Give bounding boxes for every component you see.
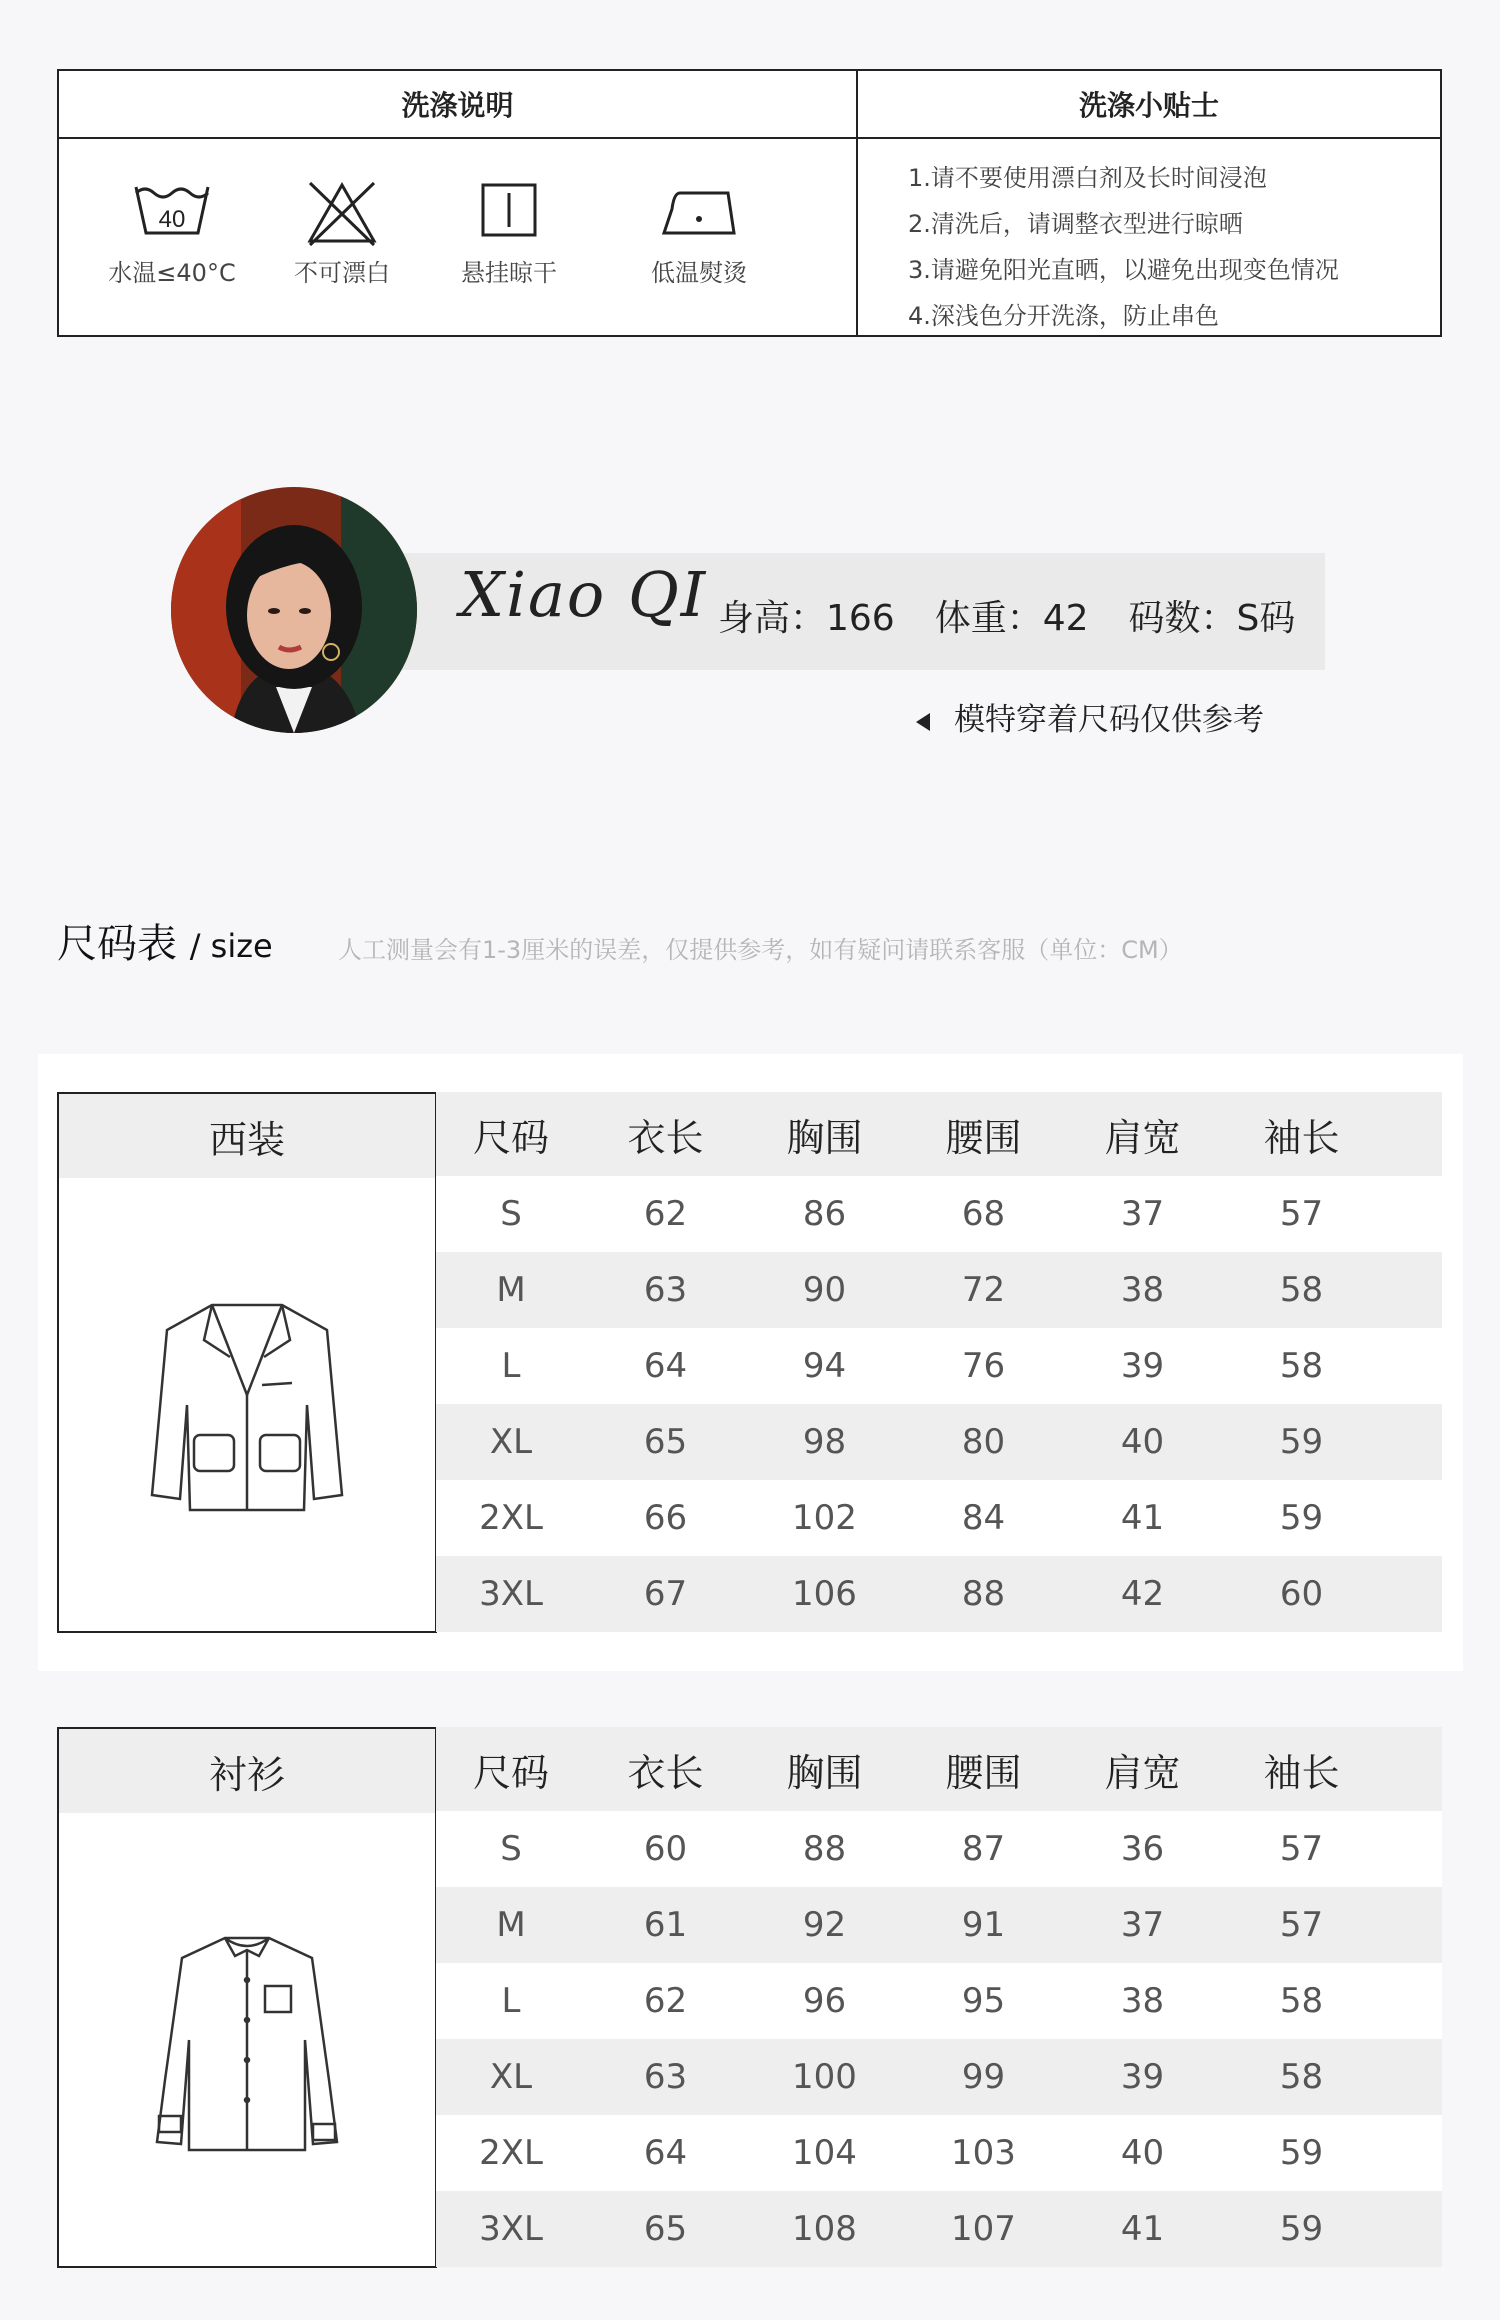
table-cell: 58	[1279, 1270, 1324, 1310]
table-row	[436, 1404, 1442, 1480]
table-cell: 36	[1120, 1829, 1165, 1869]
table-row	[436, 1887, 1442, 1963]
table-row	[436, 1556, 1442, 1632]
table-header-cell: 胸围	[786, 1115, 863, 1160]
table-cell: 80	[961, 1422, 1006, 1462]
table-cell: 39	[1120, 1346, 1165, 1386]
table-cell: 38	[1120, 1981, 1165, 2021]
table-cell: 40	[1120, 1422, 1165, 1462]
wash-instructions-panel	[57, 69, 1442, 337]
hang-dry-label: 悬挂晾干	[461, 259, 557, 287]
table-cell: 66	[643, 1498, 688, 1538]
tip-item: 3.请避免阳光直晒，以避免出现变色情况	[908, 256, 1339, 284]
table-cell: 103	[951, 2133, 1016, 2173]
table-cell: 67	[643, 1574, 688, 1614]
table-cell: M	[496, 1905, 526, 1945]
size-title-en: / size	[189, 927, 273, 965]
table-cell: 65	[643, 1422, 688, 1462]
table-cell: 3XL	[479, 2209, 543, 2249]
table-cell: 62	[643, 1194, 688, 1234]
table-cell: 96	[802, 1981, 847, 2021]
table-cell: 39	[1120, 2057, 1165, 2097]
shirt-icon	[147, 1920, 347, 2160]
table-cell: 58	[1279, 1346, 1324, 1386]
no-bleach-item	[262, 179, 422, 288]
table-header-row	[436, 1092, 1442, 1176]
table-header-cell: 袖长	[1263, 1115, 1340, 1160]
suit-size-table	[436, 1092, 1442, 1632]
wash-40-icon	[132, 179, 212, 239]
table-row	[436, 1252, 1442, 1328]
wash-instructions	[59, 71, 858, 335]
table-cell: 102	[792, 1498, 857, 1538]
table-row	[436, 1811, 1442, 1887]
svg-text:40: 40	[158, 206, 186, 233]
table-row	[436, 1480, 1442, 1556]
table-cell: 65	[643, 2209, 688, 2249]
table-cell: 68	[961, 1194, 1006, 1234]
table-cell: 92	[802, 1905, 847, 1945]
table-cell: 76	[961, 1346, 1006, 1386]
table-cell: 104	[792, 2133, 857, 2173]
hang-dry-icon	[469, 179, 549, 239]
table-cell: 60	[1279, 1574, 1324, 1614]
table-cell: 106	[792, 1574, 857, 1614]
table-row	[436, 2115, 1442, 2191]
table-cell: 57	[1279, 1194, 1324, 1234]
table-cell: 100	[792, 2057, 857, 2097]
table-cell: 38	[1120, 1270, 1165, 1310]
table-header-cell: 衣长	[627, 1750, 704, 1795]
table-cell: 3XL	[479, 1574, 543, 1614]
shirt-image-box	[57, 1727, 437, 2268]
tip-item: 1.请不要使用漂白剂及长时间浸泡	[908, 164, 1267, 192]
table-cell: S	[500, 1194, 522, 1234]
table-cell: 41	[1120, 1498, 1165, 1538]
model-height: 身高：166	[718, 598, 895, 639]
shirt-size-table	[436, 1727, 1442, 2267]
table-cell: 40	[1120, 2133, 1165, 2173]
table-cell: 84	[961, 1498, 1006, 1538]
size-title-cn: 尺码表	[57, 921, 177, 967]
model-note	[916, 694, 1264, 739]
table-cell: 37	[1120, 1194, 1165, 1234]
table-cell: 108	[792, 2209, 857, 2249]
table-cell: 58	[1279, 2057, 1324, 2097]
wash-40-label: 水温≤40°C	[108, 259, 236, 287]
table-cell: XL	[489, 1422, 533, 1462]
wash-icons-row	[59, 139, 856, 337]
table-cell: 61	[643, 1905, 688, 1945]
table-cell: 42	[1120, 1574, 1165, 1614]
table-header-cell: 尺码	[472, 1750, 549, 1795]
table-cell: L	[501, 1981, 521, 2021]
table-cell: 41	[1120, 2209, 1165, 2249]
model-stats	[718, 590, 1335, 641]
table-cell: 107	[951, 2209, 1016, 2249]
tip-item: 2.清洗后，请调整衣型进行晾晒	[908, 210, 1243, 238]
table-cell: M	[496, 1270, 526, 1310]
suit-category-label: 西装	[59, 1094, 435, 1178]
model-avatar	[171, 487, 417, 733]
table-header-cell: 肩宽	[1104, 1115, 1181, 1160]
table-row	[436, 1963, 1442, 2039]
tips-title: 洗涤小贴士	[858, 71, 1440, 139]
table-cell: 59	[1279, 1422, 1324, 1462]
table-header-cell: 尺码	[472, 1115, 549, 1160]
table-cell: 98	[802, 1422, 847, 1462]
model-signature: Xiao QI	[460, 558, 708, 631]
table-cell: 95	[961, 1981, 1006, 2021]
table-row	[436, 1176, 1442, 1252]
model-weight: 体重：42	[934, 598, 1089, 639]
model-photo	[171, 487, 417, 733]
table-cell: 59	[1279, 2209, 1324, 2249]
table-cell: 58	[1279, 1981, 1324, 2021]
table-cell: XL	[489, 2057, 533, 2097]
table-cell: 64	[643, 2133, 688, 2173]
hang-dry-item	[429, 179, 589, 288]
table-row	[436, 2039, 1442, 2115]
table-cell: 62	[643, 1981, 688, 2021]
low-iron-item	[619, 179, 779, 288]
table-cell: 2XL	[479, 1498, 543, 1538]
table-row	[436, 2191, 1442, 2267]
table-cell: 63	[643, 1270, 688, 1310]
size-chart-hint: 人工测量会有1-3厘米的误差，仅提供参考，如有疑问请联系客服（单位：CM）	[338, 936, 1183, 964]
wash-title: 洗涤说明	[59, 71, 856, 139]
table-cell: 63	[643, 2057, 688, 2097]
table-cell: 87	[961, 1829, 1006, 1869]
no-bleach-label: 不可漂白	[294, 259, 390, 287]
table-cell: 90	[802, 1270, 847, 1310]
low-iron-label: 低温熨烫	[651, 259, 747, 287]
table-cell: 2XL	[479, 2133, 543, 2173]
table-cell: 99	[961, 2057, 1006, 2097]
table-cell: 60	[643, 1829, 688, 1869]
tip-item: 4.深浅色分开洗涤，防止串色	[908, 302, 1219, 330]
table-cell: 91	[961, 1905, 1006, 1945]
shirt-illustration	[59, 1813, 435, 2266]
wash-40-item	[92, 179, 252, 288]
wash-tips	[858, 71, 1440, 335]
triangle-left-icon	[916, 713, 930, 731]
suit-illustration	[59, 1178, 435, 1631]
blazer-icon	[142, 1285, 352, 1525]
table-cell: 72	[961, 1270, 1006, 1310]
table-cell: 59	[1279, 2133, 1324, 2173]
shirt-category-label: 衬衫	[59, 1729, 435, 1813]
model-size: 码数：S码	[1128, 598, 1296, 639]
table-cell: 88	[802, 1829, 847, 1869]
suit-image-box	[57, 1092, 437, 1633]
table-header-cell: 肩宽	[1104, 1750, 1181, 1795]
table-header-cell: 衣长	[627, 1115, 704, 1160]
low-iron-icon	[654, 179, 744, 239]
table-cell: 64	[643, 1346, 688, 1386]
table-cell: 57	[1279, 1905, 1324, 1945]
model-note-text: 模特穿着尺码仅供参考	[954, 702, 1264, 738]
table-cell: L	[501, 1346, 521, 1386]
table-cell: 37	[1120, 1905, 1165, 1945]
tips-list	[858, 139, 1440, 339]
table-cell: 59	[1279, 1498, 1324, 1538]
table-header-cell: 袖长	[1263, 1750, 1340, 1795]
table-header-cell: 胸围	[786, 1750, 863, 1795]
table-header-cell: 腰围	[945, 1115, 1022, 1160]
table-cell: S	[500, 1829, 522, 1869]
table-cell: 88	[961, 1574, 1006, 1614]
table-cell: 94	[802, 1346, 847, 1386]
table-row	[436, 1328, 1442, 1404]
table-cell: 57	[1279, 1829, 1324, 1869]
table-cell: 86	[802, 1194, 847, 1234]
table-header-row	[436, 1727, 1442, 1811]
no-bleach-icon	[302, 179, 382, 249]
table-header-cell: 腰围	[945, 1750, 1022, 1795]
size-chart-title	[57, 912, 273, 969]
